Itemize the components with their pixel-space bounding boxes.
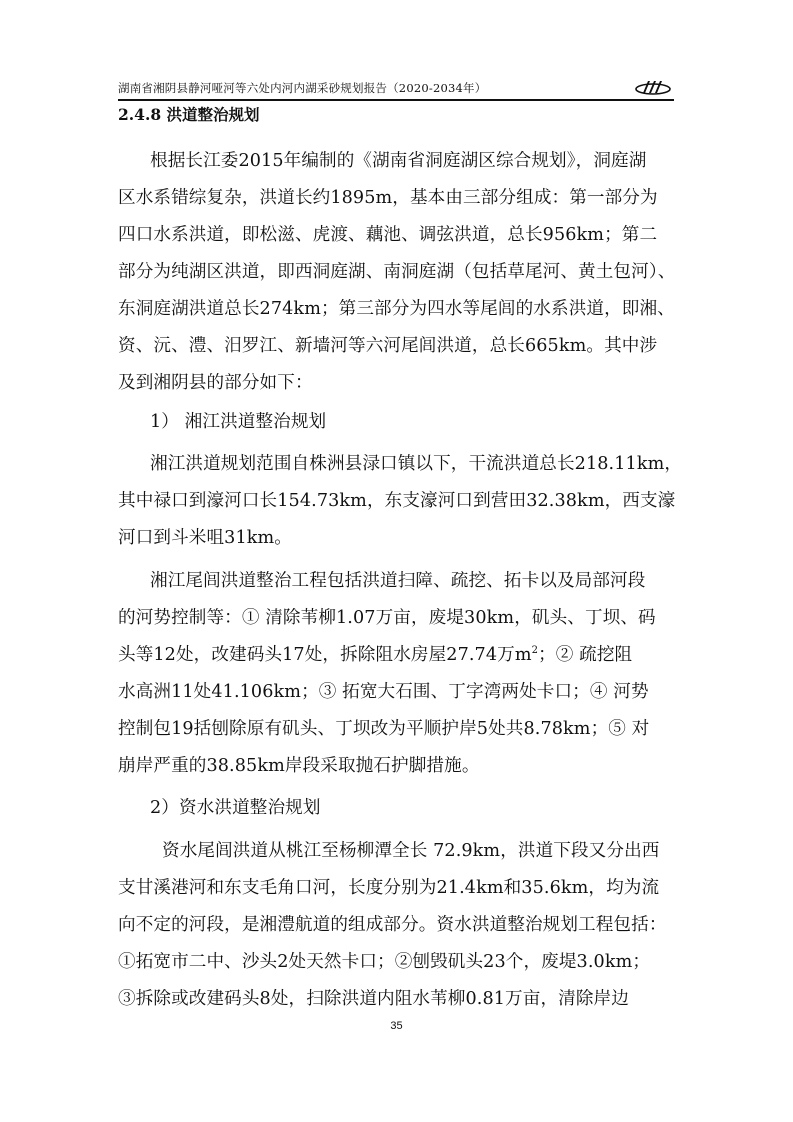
subheading: 2）资水洪道整治规划 [150, 798, 321, 818]
paragraph-line: 河口到斗米咀31km。 [118, 528, 292, 548]
paragraph-line: 其中禄口到濠河口长154.73km，东支濠河口到营田32.38km，西支濠 [118, 491, 676, 511]
paragraph-line: 崩岸严重的38.85km岸段采取抛石护脚措施。 [118, 756, 480, 776]
paragraph-line: 水高洲11处41.106km；③ 拓宽大石围、丁字湾两处卡口；④ 河势 [118, 682, 649, 702]
paragraph-line: 控制包19括刨除原有矶头、丁坝改为平顺护岸5处共8.78km；⑤ 对 [118, 719, 650, 739]
paragraph-line: 东洞庭湖洪道总长274km；第三部分为四水等尾闾的水系洪道，即湘、 [118, 299, 675, 319]
header-rule [118, 99, 674, 101]
paragraph-line: 资水尾闾洪道从桃江至杨柳潭全长 72.9km，洪道下段又分出西 [162, 841, 660, 861]
paragraph-line: ③拆除或改建码头8处，扫除洪道内阻水苇柳0.81万亩，清除岸边 [118, 989, 629, 1009]
paragraph-line: 湘江洪道规划范围自株洲县渌口镇以下，干流洪道总长218.11km， [150, 454, 683, 474]
section-heading: 2.4.8 洪道整治规划 [118, 105, 260, 124]
subheading: 1） 湘江洪道整治规划 [150, 412, 327, 432]
paragraph-line: 头等12处，改建码头17处，拆除阻水房屋27.74万$m^2$；② 疏挖阻 [118, 645, 633, 665]
page-header [118, 78, 674, 98]
paragraph-line: 区水系错综复杂，洪道长约1895m，基本由三部分组成：第一部分为 [118, 188, 658, 208]
paragraph-line: ①拓宽市二中、沙头2处天然卡口；②刨毁矶头23个，废堤3.0km； [118, 952, 651, 972]
company-logo-icon [634, 78, 672, 96]
paragraph-line: 根据长江委2015年编制的《湖南省洞庭湖区综合规划》，洞庭湖 [150, 151, 647, 171]
header-title: 湖南省湘阴县静河哑河等六处内河内湖采砂规划报告（2020-2034年） [118, 81, 487, 95]
paragraph-line: 部分为纯湖区洪道，即西洞庭湖、南洞庭湖（包括草尾河、黄土包河）、 [118, 262, 676, 282]
paragraph-line: 资、沅、澧、汨罗江、新墙河等六河尾闾洪道，总长665km。其中涉 [118, 336, 658, 356]
page-number: 35 [390, 1020, 403, 1032]
paragraph-line: 向不定的河段，是湘澧航道的组成部分。资水洪道整治规划工程包括： [118, 915, 667, 935]
paragraph-line: 支甘溪港河和东支毛角口河，长度分别为21.4km和35.6km，均为流 [118, 878, 660, 898]
paragraph-line: 湘江尾闾洪道整治工程包括洪道扫障、疏挖、拓卡以及局部河段 [150, 571, 646, 591]
paragraph-line: 四口水系洪道，即松滋、虎渡、藕池、调弦洪道，总长956km；第二 [118, 225, 658, 245]
paragraph-line: 及到湘阴县的部分如下： [118, 373, 313, 393]
paragraph-line: 的河势控制等：① 清除苇柳1.07万亩，废堤30km，矶头、丁坝、码 [118, 608, 656, 628]
